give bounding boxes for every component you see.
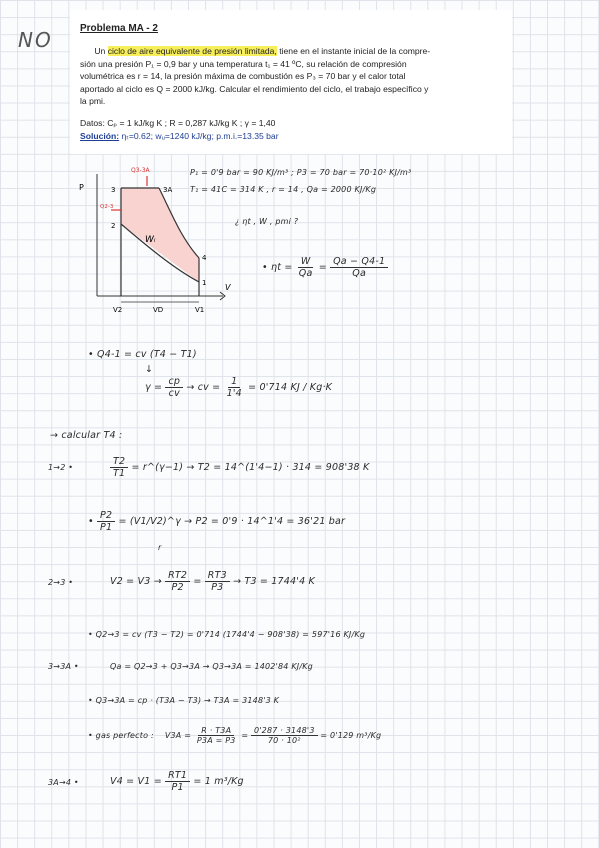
margin-mark: NO [18,28,53,52]
numerator: T2 [110,456,128,468]
denominator: 70 · 10² [267,736,301,745]
fraction [97,510,115,533]
r-annotation: r [158,543,162,552]
q41-arrow: ↓ [145,364,154,375]
v3a-formula: • gas perfecto : V3A = $\frac{R \cdot T3A}{P3A = P3}$ = $\frac{0'287 \cdot 3148'3}{\text{70 · 10²}}$ = 0'129 m³/Kg [88,726,382,745]
label-q23: Q2-3 [100,204,114,210]
text-line: aportado al ciclo es Q = 2000 kJ/kg. Calcular el rendimiento del ciclo, el trabajo específico y [80,83,429,94]
text-fragment: = 0'129 m³/Kg [320,731,382,740]
text-fragment: Un [94,46,108,56]
numerator: P2 [97,510,115,522]
fraction [296,256,316,279]
highlighted-text: ciclo de aire equivalente de presión limitada, [107,46,277,56]
label-vd: VD [153,306,164,314]
p2-formula: • $\frac{P2}{P1}$ = (V1/V2)^γ → P2 = 0'9 · 14^1'4 = 36'21 bar [88,510,346,533]
denominator: 1'4 [226,388,242,399]
label-p: P [79,183,84,192]
denominator: P1 [100,522,113,533]
numerator: 0'287 · 3148'3 [251,726,318,736]
denominator: T1 [113,468,126,479]
text-fragment: V2 = V3 → [110,576,162,587]
q41-line: • Q4-1 = cv (T4 − T1) [88,349,197,360]
fraction [194,726,239,745]
label-q33a: Q3-3A [131,167,150,174]
text-fragment: V3A = [164,731,192,740]
pv-diagram [75,160,235,320]
text-line: volumétrica es r = 14, la presión máxima de combustión es P₃ = 70 bar y el calor total [80,71,406,81]
v4-formula [110,770,244,793]
numerator: cp [165,376,183,388]
gamma-formula [145,376,332,399]
label-point-2: 2 [111,222,116,230]
text-fragment: → cv = [186,382,221,393]
label-point-3a: 3A [163,186,173,194]
solution-values: ηₜ=0.62; wᵤ=1240 kJ/kg; p.m.i.=13.35 bar [119,131,279,141]
denominator: P3A = P3 [196,736,236,745]
label-point-1: 1 [202,279,207,287]
gamma-label: γ = [145,382,163,393]
data-line: Datos: Cₚ = 1 kJ/kg K ; R = 0,287 kJ/kg K ; γ = 1,40 [80,118,276,128]
denominator: P3 [211,582,224,593]
fraction [110,456,128,479]
fraction [205,570,230,593]
fraction [165,376,183,399]
denominator: cv [168,388,180,399]
text-fragment: = r^(γ−1) → T2 = 14^(1'4−1) · 314 = 908'38 K [131,462,370,473]
text-fragment: tiene en el instante inicial de la compre- [276,46,431,56]
calc-t4-heading: → calcular T4 : [50,430,123,441]
work-area [121,188,199,282]
numerator: R · T3A [198,726,234,736]
denominator: P1 [171,782,184,793]
t2-formula [110,456,369,479]
text-fragment: • gas perfecto : [88,731,154,740]
denominator: Qa [298,268,313,279]
text-fragment: → T3 = 1744'4 K [233,576,315,587]
numerator: 1 [228,376,240,388]
numerator: Qa − Q4-1 [330,256,388,268]
problem-title: Problema MA - 2 [80,23,158,34]
text-fragment: = 1 m³/Kg [193,776,244,787]
fraction [224,376,245,399]
step-1-2: 1→2 • [48,463,74,472]
solution-line [80,131,279,142]
qa-line: Qa = Q2→3 + Q3→3A → Q3→3A = 1402'84 KJ/Kg [110,662,313,671]
text-line: la pmi. [80,96,106,106]
text-fragment: V4 = V1 = [110,776,162,787]
fraction [165,770,190,793]
text-fragment: = (V1/V2)^γ → P2 = 0'9 · 14^1'4 = 36'21 bar [118,516,346,527]
efficiency-formula: • ηt = $\frac{W}{Qa}$ = $\frac{Qa - Q4-1}{Qa}$ [262,256,388,279]
t3-formula: V2 = V3 → $\frac{RT2}{P2}$ = $\frac{RT3}{P3}$ → T3 = 1744'4 K [110,570,315,593]
solution-label: Solución: [80,131,120,141]
q33a-line: • Q3→3A = cp · (T3A − T3) → T3A = 3148'3 K [88,696,280,705]
fraction [251,726,318,745]
step-3a-4: 3A→4 • [48,778,79,787]
step-2-3: 2→3 • [48,578,74,587]
label-point-4: 4 [202,254,207,262]
text-line: sión una presión P₁ = 0,9 bar y una temperatura t₁ = 41 ºC, su relación de compresión [80,58,407,69]
label-work: Wᵢ [145,235,156,245]
q23-line: • Q2→3 = cv (T3 − T2) = 0'714 (1744'4 − 908'38) = 597'16 KJ/Kg [88,630,366,639]
text-fragment: = 0'714 KJ / Kg·K [248,382,333,393]
problem-text [80,45,499,108]
numerator: RT1 [165,770,190,782]
question-line: ¿ ηt , W , pmi ? [235,217,299,226]
label-v: V [225,283,231,292]
fraction [165,570,190,593]
denominator: P2 [171,582,184,593]
denominator: Qa [352,268,366,279]
step-3-3a: 3→3A • [48,662,79,671]
label-v1: V1 [195,306,205,314]
fraction [330,256,388,279]
label-point-3: 3 [111,186,116,194]
numerator: RT2 [165,570,190,582]
numerator: RT3 [205,570,230,582]
label-v2: V2 [113,306,123,314]
numerator: W [298,256,314,268]
givens-line-2: T₁ = 41C = 314 K , r = 14 , Qa = 2000 KJ/Kg [190,185,377,194]
eta-label: • ηt = [262,262,293,273]
givens-line-1: P₁ = 0'9 bar = 90 KJ/m³ ; P3 = 70 bar = 70·10² KJ/m³ [190,168,412,177]
